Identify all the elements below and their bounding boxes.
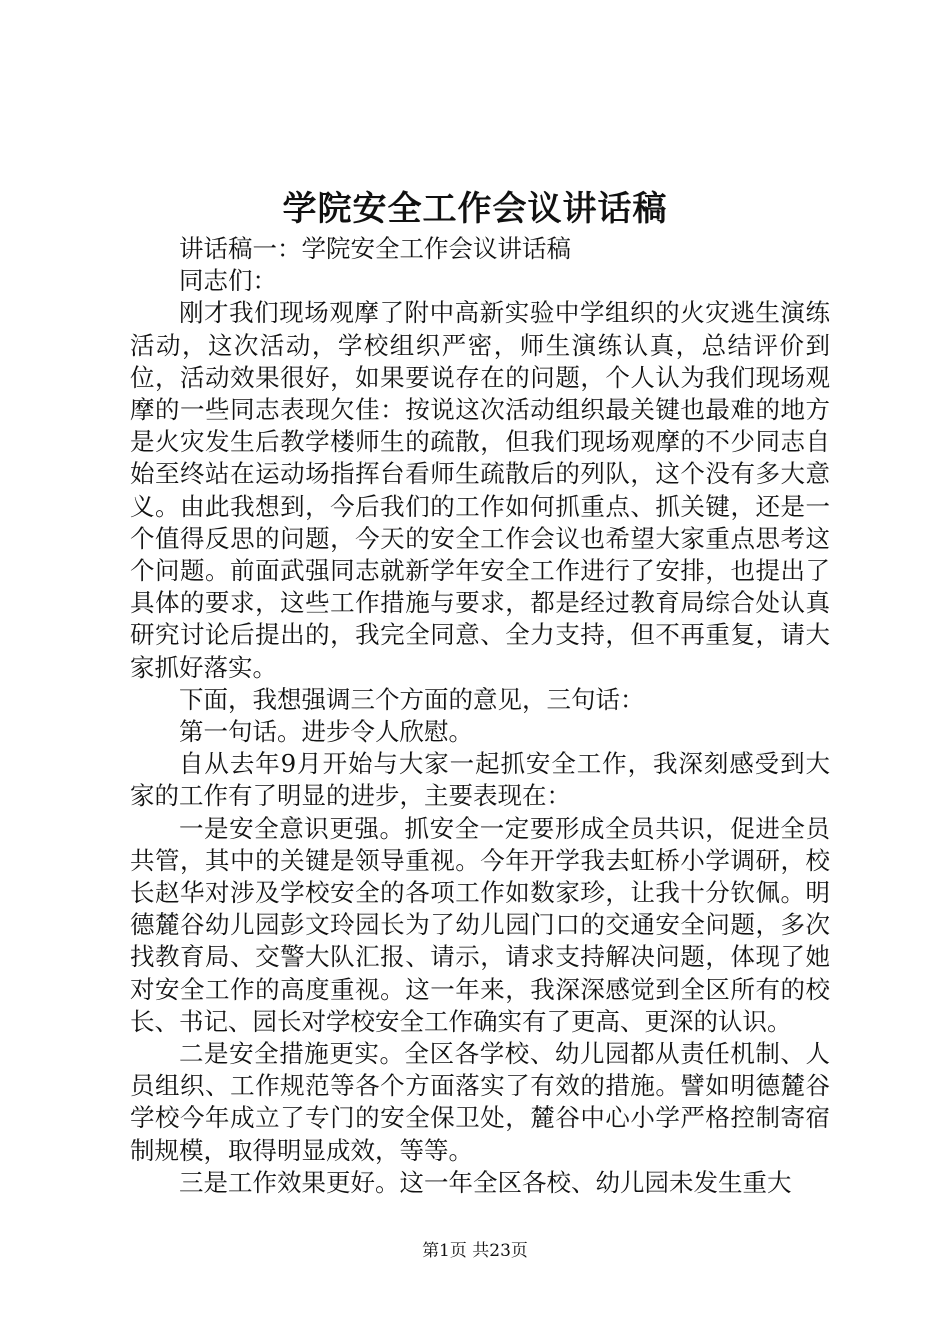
paragraph-subtitle: 讲话稿一：学院安全工作会议讲话稿: [179, 234, 571, 263]
paragraph-opening: 刚才我们现场观摩了附中高新实验中学组织的火灾逃生演练活动，这次活动，学校组织严密，师生演练认真，总结评价到位，活动效果很好，如果要说存在的问题，个人认为我们现场观摩的一些同志表现欠佳：按说这次活动组织最关键也最难的地方是火灾发生后教学楼师生的疏散，但我们现场观摩的不少同志自始至终站在运动场指挥台看师生疏散后的列队，这个没有多大意义。由此我想到，今后我们的工作如何抓重点、抓关键，还是一个值得反思的问题，今天的安全工作会议也希望大家重点思考这个问题。前面武强同志就新学年安全工作进行了安排，也提出了具体的要求，这些工作措施与要求，都是经过教育局综合处认真研究讨论后提出的，我完全同意、全力支持，但不再重复，请大家抓好落实。: [130, 298, 830, 682]
page-number-footer: 第1页 共23页: [422, 1241, 528, 1261]
document-body: [130, 233, 830, 1199]
paragraph-progress-intro: 自从去年9月开始与大家一起抓安全工作，我深刻感受到大家的工作有了明显的进步，主要表现在：: [130, 749, 830, 811]
paragraph-awareness: 一是安全意识更强。抓安全一定要形成全员共识，促进全员共管，其中的关键是领导重视。今年开学我去虹桥小学调研，校长赵华对涉及学校安全的各项工作如数家珍，让我十分钦佩。明德麓谷幼儿园彭文玲园长为了幼儿园门口的交通安全问题，多次找教育局、交警大队汇报、请示，请求支持解决问题，体现了她对安全工作的高度重视。这一年来，我深深感觉到全区所有的校长、书记、园长对学校安全工作确实有了更高、更深的认识。: [130, 813, 830, 1036]
paragraph-first-point-heading: 第一句话。进步令人欣慰。: [179, 717, 473, 747]
paragraph-intro-points: 下面，我想强调三个方面的意见，三句话：: [179, 684, 645, 714]
document-title: 学院安全工作会议讲话稿: [282, 189, 668, 229]
paragraph-results: 三是工作效果更好。这一年全区各校、幼儿园未发生重大: [179, 1167, 792, 1197]
paragraph-salutation: 同志们：: [179, 266, 277, 296]
paragraph-measures: 二是安全措施更实。全区各学校、幼儿园都从责任机制、人员组织、工作规范等各个方面落实了有效的措施。譬如明德麓谷学校今年成立了专门的安全保卫处，麓谷中心小学严格控制寄宿制规模，取得明显成效，等等。: [130, 1039, 830, 1165]
